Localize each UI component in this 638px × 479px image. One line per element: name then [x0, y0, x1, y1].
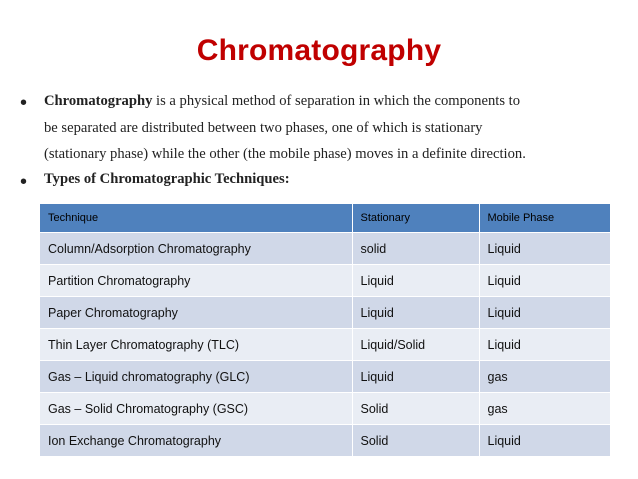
- table-header-row: [40, 204, 610, 233]
- table-row: [40, 393, 610, 425]
- cell-stationary: Liquid: [352, 361, 479, 393]
- slide-title: Chromatography: [196, 34, 442, 67]
- cell-mobile-phase: Liquid: [479, 297, 610, 329]
- intro-line-1-text: is a physical method of separation in which the components to: [152, 93, 520, 109]
- techniques-table: [40, 204, 611, 456]
- types-heading: Types of Chromatographic Techniques:: [44, 171, 290, 187]
- table-row: [40, 329, 610, 361]
- cell-mobile-phase: Liquid: [479, 329, 610, 361]
- intro-paragraph: [44, 88, 629, 168]
- cell-technique: Paper Chromatography: [40, 297, 352, 329]
- cell-stationary: Liquid: [352, 265, 479, 297]
- cell-stationary: Liquid/Solid: [352, 329, 479, 361]
- bullet-icon: •: [20, 92, 28, 114]
- header-technique: Technique: [40, 204, 352, 233]
- table-body: [40, 233, 610, 457]
- cell-mobile-phase: Liquid: [479, 265, 610, 297]
- cell-technique: Thin Layer Chromatography (TLC): [40, 329, 352, 361]
- intro-line-1: [44, 88, 629, 115]
- cell-technique: Column/Adsorption Chromatography: [40, 233, 352, 265]
- cell-mobile-phase: Liquid: [479, 233, 610, 265]
- cell-stationary: Liquid: [352, 297, 479, 329]
- cell-technique: Partition Chromatography: [40, 265, 352, 297]
- cell-stationary: Solid: [352, 393, 479, 425]
- table-row: [40, 425, 610, 457]
- table-row: [40, 265, 610, 297]
- cell-mobile-phase: Liquid: [479, 425, 610, 457]
- cell-technique: Ion Exchange Chromatography: [40, 425, 352, 457]
- intro-line-3: (stationary phase) while the other (the mobile phase) moves in a definite direction.: [44, 146, 526, 162]
- bullet-icon: •: [20, 171, 28, 193]
- cell-technique: Gas – Solid Chromatography (GSC): [40, 393, 352, 425]
- intro-line-2: be separated are distributed between two phases, one of which is stationary: [44, 119, 483, 136]
- cell-technique: Gas – Liquid chromatography (GLC): [40, 361, 352, 393]
- table-row: [40, 297, 610, 329]
- header-mobile-phase: Mobile Phase: [479, 204, 610, 233]
- table-row: [40, 233, 610, 265]
- table-row: [40, 361, 610, 393]
- table-header: [40, 204, 610, 233]
- intro-term: Chromatography: [44, 93, 153, 109]
- cell-mobile-phase: gas: [479, 361, 610, 393]
- cell-mobile-phase: gas: [479, 393, 610, 425]
- header-stationary: Stationary: [352, 204, 479, 233]
- cell-stationary: solid: [352, 233, 479, 265]
- cell-stationary: Solid: [352, 425, 479, 457]
